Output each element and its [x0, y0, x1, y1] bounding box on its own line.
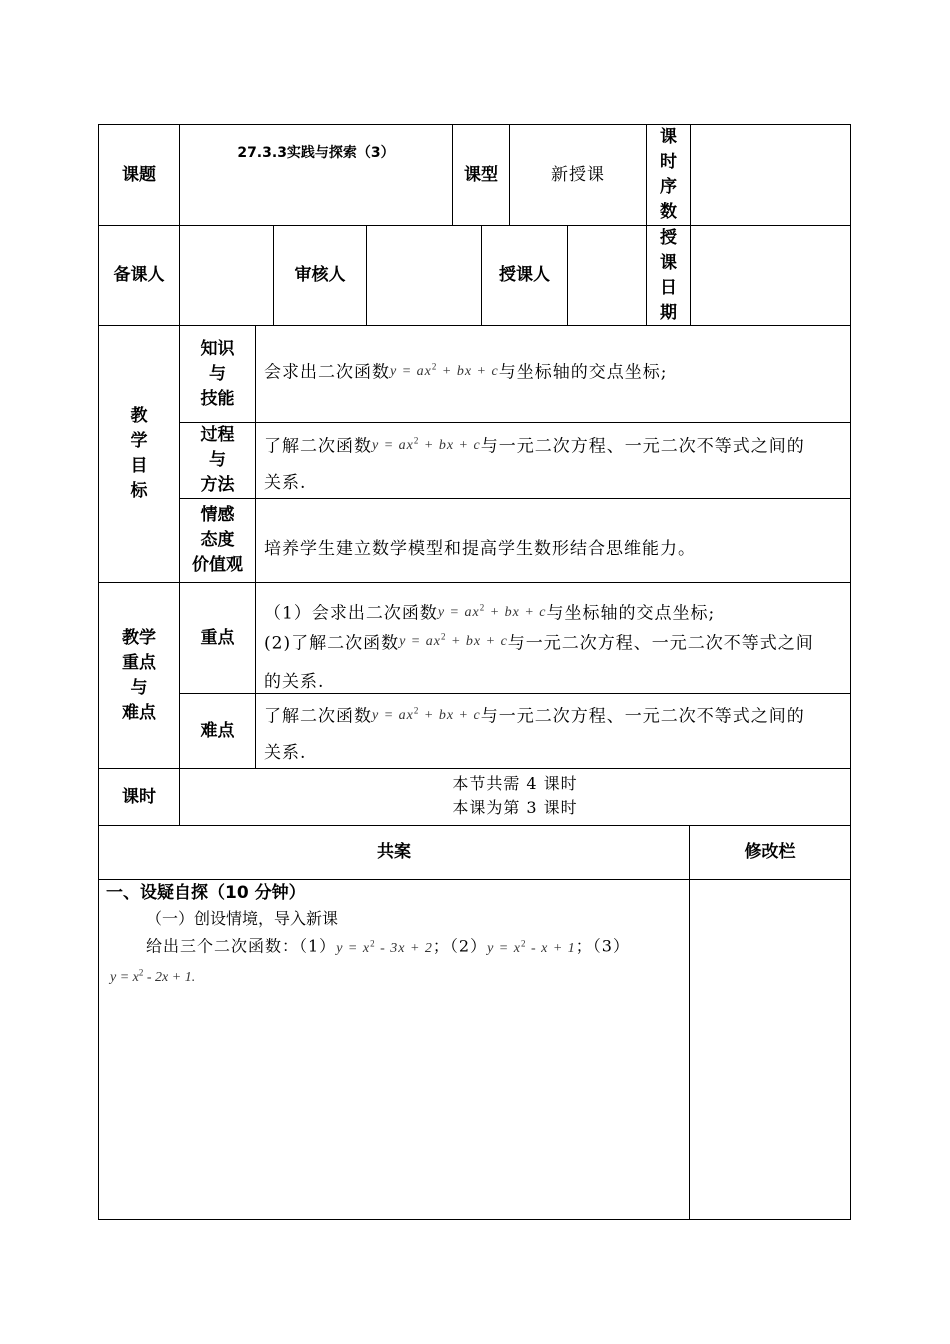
functions-line-2: $y = x^2 - 2x + 1$. — [110, 967, 196, 986]
difficult-point-text: 了解二次函数$y = ax^2$ + bx + c与一元二次方程、一元二次不等式之间的 关系. — [264, 705, 805, 763]
process-label: 过程 与 方法 — [200, 425, 235, 495]
knowledge-text: 会求出二次函数$y = ax^2$ + bx + c与坐标轴的交点坐标; — [264, 361, 668, 383]
quadratic-formula: $y = ax^2$ + bx + c — [390, 361, 499, 379]
topic-label: 课题 — [122, 164, 156, 185]
hours-text: 本节共需 4 课时 本课为第 3 课时 — [452, 774, 578, 817]
type-value: 新授课 — [551, 164, 605, 185]
key-point-label: 重点 — [200, 627, 235, 648]
date-label: 授 课 日 期 — [660, 227, 677, 323]
date-value[interactable] — [691, 226, 850, 325]
quadratic-formula: $y = ax^2$ + bx + c — [372, 705, 481, 723]
quadratic-formula: $y = ax^2$ + bx + c — [437, 602, 547, 620]
attitude-label: 情感 态度 价值观 — [192, 505, 243, 575]
plan-body — [106, 881, 684, 990]
quadratic-formula: $y = ax^2$ + bx + c — [399, 631, 508, 650]
hours-label: 课时 — [122, 786, 156, 807]
knowledge-label: 知识 与 技能 — [200, 338, 235, 409]
teacher-label: 授课人 — [499, 265, 550, 285]
objectives-label: 教 学 目 标 — [130, 406, 148, 501]
functions-line: 给出三个二次函数：$(1)y = x^2 - 3x + 2$；$(2)y = x^2 - x + 1$；（3） — [146, 936, 630, 956]
key-point-text: （1）会求出二次函数$y = ax^2$ + bx + c与坐标轴的交点坐标; (2)了解二次函数$y = ax^2$ + bx + c与一元二次方程、一元二次不等式之间 的关系. — [264, 602, 814, 693]
shared-plan-header: 共案 — [377, 842, 411, 862]
topic-value: 27.3.3实践与探索（3） — [237, 145, 395, 161]
lesson-number-label: 课 时 序 数 — [660, 127, 677, 222]
section-title: 一、设疑自探（10 分钟） — [106, 883, 306, 903]
revision-column-header: 修改栏 — [744, 842, 796, 862]
process-text: 了解二次函数$y = ax^2$ + bx + c与一元二次方程、一元二次不等式之间的 关系. — [264, 435, 805, 493]
difficult-point-label: 难点 — [200, 720, 235, 741]
attitude-text: 培养学生建立数学模型和提高学生数形结合思维能力。 — [264, 539, 696, 559]
quadratic-formula: $y = ax^2$ + bx + c — [372, 435, 481, 453]
teacher-value[interactable] — [568, 226, 646, 325]
focus-label: 教学 重点 与 难点 — [122, 627, 156, 723]
reviewer-value[interactable] — [367, 226, 481, 325]
reviewer-label: 审核人 — [294, 265, 346, 285]
preparer-label: 备课人 — [113, 265, 165, 285]
type-label: 课型 — [464, 164, 498, 185]
preparer-value[interactable] — [180, 226, 273, 325]
sub-title: （一）创设情境，导入新课 — [146, 909, 339, 928]
revision-column[interactable] — [690, 880, 850, 1219]
lesson-number-value[interactable] — [691, 125, 850, 225]
